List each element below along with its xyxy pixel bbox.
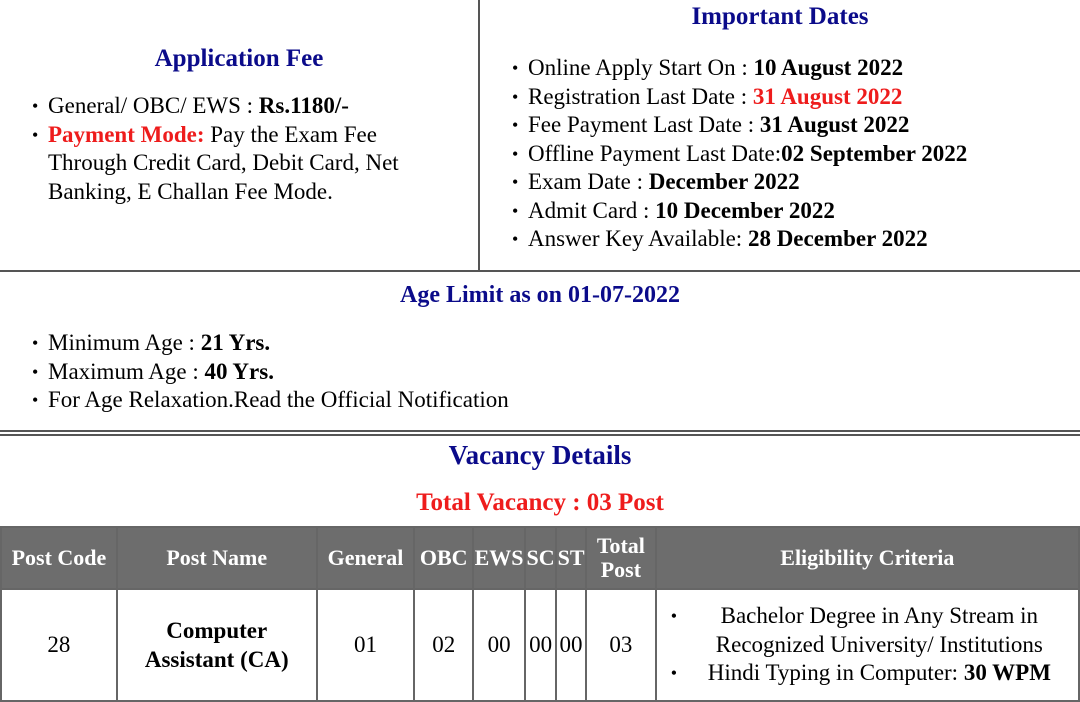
cell-eligibility <box>656 589 1079 701</box>
dates-list <box>510 54 1080 254</box>
age-limit-section <box>0 281 1080 415</box>
fee-payment-mode: • Payment Mode: Pay the Exam Fee Through Credit Card, Debit Card, Net Banking, E Challan Fee Mode. <box>30 121 450 207</box>
cell-ews: 00 <box>473 589 525 701</box>
date-answer-key: • Answer Key Available: 28 December 2022 <box>510 225 1080 254</box>
date-online-apply: • Online Apply Start On : 10 August 2022 <box>510 54 1080 83</box>
date-registration-last: • Registration Last Date : 31 August 2022 <box>510 83 1080 112</box>
date-offline-payment-last: • Offline Payment Last Date:02 September 2022 <box>510 140 1080 169</box>
cell-st: 00 <box>556 589 586 701</box>
section-divider <box>0 434 1080 436</box>
cell-post-name: Computer Assistant (CA) <box>117 589 317 701</box>
section-divider <box>0 270 1080 272</box>
date-exam: • Exam Date : December 2022 <box>510 168 1080 197</box>
important-dates-title: Important Dates <box>691 3 869 30</box>
header-ews: EWS <box>473 527 525 589</box>
header-post-code: Post Code <box>1 527 117 589</box>
cell-total-post: 03 <box>586 589 656 701</box>
total-vacancy: Total Vacancy : 03 Post <box>416 489 664 516</box>
age-limit-title: Age Limit as on 01-07-2022 <box>400 282 680 308</box>
cell-obc: 02 <box>414 589 473 701</box>
header-total-post: Total Post <box>586 527 656 589</box>
header-st: ST <box>556 527 586 589</box>
cell-post-code: 28 <box>1 589 117 701</box>
date-admit-card: • Admit Card : 10 December 2022 <box>510 197 1080 226</box>
fee-general: • General/ OBC/ EWS : Rs.1180/- <box>30 92 450 121</box>
section-divider <box>0 430 1080 432</box>
table-row <box>1 589 1079 701</box>
date-fee-payment-last: • Fee Payment Last Date : 31 August 2022 <box>510 111 1080 140</box>
age-maximum: • Maximum Age : 40 Yrs. <box>30 358 1080 387</box>
important-dates-section <box>480 2 1080 254</box>
cell-general: 01 <box>317 589 415 701</box>
eligibility-degree: • Bachelor Degree in Any Stream in Recognized University/ Institutions <box>669 602 1072 659</box>
header-obc: OBC <box>414 527 473 589</box>
application-fee-section <box>0 44 478 206</box>
age-minimum: • Minimum Age : 21 Yrs. <box>30 329 1080 358</box>
eligibility-typing: • Hindi Typing in Computer: 30 WPM <box>669 659 1072 688</box>
table-header-row <box>1 527 1079 589</box>
age-relaxation: • For Age Relaxation.Read the Official Notification <box>30 386 1080 415</box>
header-general: General <box>317 527 415 589</box>
vacancy-details-title: Vacancy Details <box>448 440 632 470</box>
cell-sc: 00 <box>525 589 556 701</box>
header-post-name: Post Name <box>117 527 317 589</box>
vacancy-table <box>0 526 1080 702</box>
age-list <box>30 329 1080 415</box>
header-eligibility: Eligibility Criteria <box>656 527 1079 589</box>
eligibility-list <box>669 602 1072 688</box>
fee-list <box>30 92 450 206</box>
header-sc: SC <box>525 527 556 589</box>
application-fee-title: Application Fee <box>154 45 324 72</box>
